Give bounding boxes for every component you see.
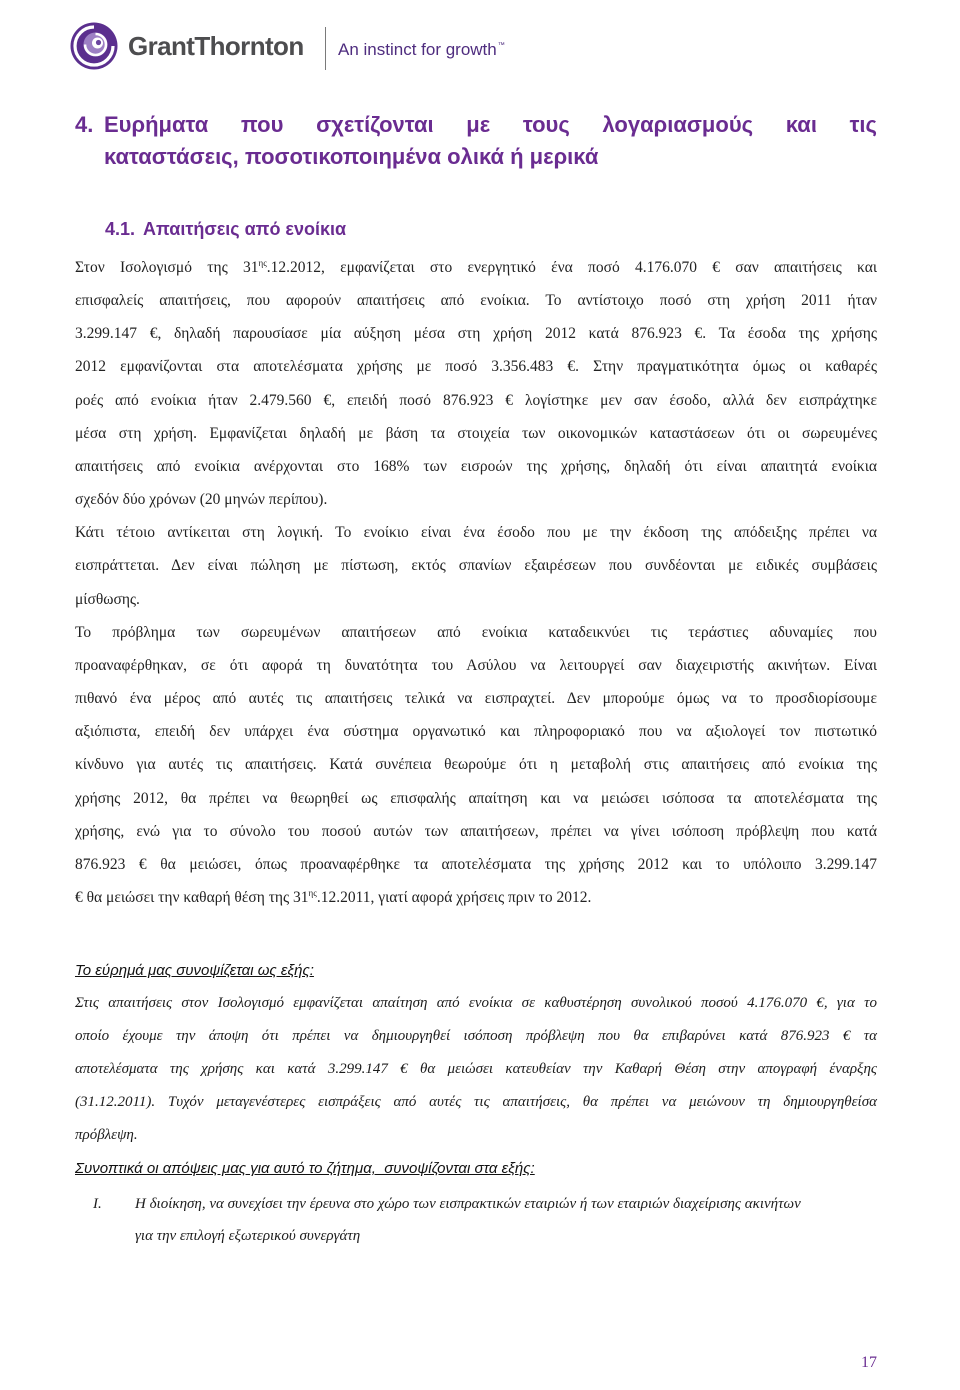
body-line: μίσθωσης.: [75, 590, 140, 608]
body-line: χρήσης 2012, θα πρέπει να θεωρηθεί ως επισφαλής απαίτηση και να μειώσει ισόποσα τα αποτελέσματα της: [75, 789, 877, 807]
body-line: αξιόπιστα, επειδή δεν υπάρχει ένα σύστημα οργανωτικό και πληροφοριακό που να αξιολογεί τον πιστωτικό: [75, 723, 877, 741]
subsection-title: Απαιτήσεις από ενοίκια: [143, 219, 347, 239]
brand-name: GrantThornton: [128, 31, 304, 61]
finding-heading: Το εύρημά μας συνοψίζεται ως εξής:: [75, 962, 314, 979]
paragraph-1: [75, 251, 877, 516]
body-line: 2012 εμφανίζονται στα αποτελέσματα χρήσης με ποσό 3.356.483 €. Στην πραγματικότητα όμως οι καθαρές: [75, 358, 877, 376]
tagline: [338, 39, 505, 61]
trademark-mark: ™: [497, 42, 505, 49]
finding-line: αποτελέσματα της χρήσης και κατά 3.299.147 € θα μειώσει κατευθείαν την Καθαρή Θέση στην απογραφή έναρξης: [75, 1061, 877, 1077]
list-item: [75, 1188, 877, 1252]
text-segment: € θα μειώσει την καθαρή θέση της 31: [75, 888, 309, 906]
list-item-line: για την επιλογή εξωτερικού συνεργάτη: [135, 1228, 361, 1244]
grant-thornton-logo-icon: [70, 22, 118, 70]
body-line: μέσα στη χρήση. Εμφανίζεται δηλαδή με βάση τα στοιχεία των οικονομικών καταστάσεων ότι οι σωρευμένες: [75, 424, 877, 442]
tagline-text: An instinct for growth: [338, 40, 497, 59]
text-segment: .12.2012, εμφανίζεται στο ενεργητικό ένα ποσό 4.176.070 € σαν απαιτήσεις και: [266, 259, 878, 276]
paragraph-2: [75, 516, 877, 615]
finding-line: (31.12.2011). Τυχόν μεταγενέστερες εισπράξεις από αυτές τις απαιτήσεις, θα πρέπει να μειώνουν τη δημιουργηθείσα: [75, 1094, 877, 1110]
body-line: χρήσης, ενώ για το σύνολο του ποσού αυτών των απαιτήσεων, πρέπει να γίνει ισόποση πρόβλεψη που κατά: [75, 822, 877, 840]
opinions-list: [75, 1188, 877, 1252]
finding-summary: [75, 954, 877, 1185]
header-divider: [325, 27, 326, 70]
list-marker: I.: [93, 1196, 102, 1212]
body-line: [75, 881, 877, 914]
finding-line: Στις απαιτήσεις στον Ισολογισμό εμφανίζεται απαίτηση από ενοίκια σε καθυστέρηση συνολικού ποσού 4.176.070 €, για το: [75, 995, 877, 1011]
subsection-heading: [105, 214, 346, 244]
finding-line: οποίο έχουμε την άποψη ότι πρέπει να δημιουργηθεί ισόποση πρόβλεψη που θα επιβαρύνει κατά 876.923 € τα: [75, 1028, 877, 1044]
list-item-text: [135, 1188, 877, 1252]
body-line: εισπράττεται. Δεν είναι πώληση με πίστωση, εκτός σπανίων εξαιρέσεων που συνδέονται με ειδικές συμβάσεις: [75, 557, 877, 575]
subsection-number: 4.1.: [105, 219, 136, 239]
list-item-line: Η διοίκηση, να συνεχίσει την έρευνα στο χώρο των εισπρακτικών εταιριών ή των εταιριών διαχείρισης ακινήτων: [135, 1196, 801, 1212]
page-number: 17: [861, 1354, 877, 1371]
ordinal-suffix: ης: [258, 258, 267, 268]
body-line: επισφαλείς απαιτήσεις, που αφορούν απαιτήσεις από ενοίκια. Το αντίστοιχο ποσό στη χρήση 2011 ήταν: [75, 292, 877, 310]
section-number: 4.: [75, 112, 94, 137]
section-heading: [75, 109, 877, 173]
body-line: Κάτι τέτοιο αντίκειται στη λογική. Το ενοίκιο είναι ένα έσοδο που με την έκδοση της απόδειξης πρέπει να: [75, 524, 877, 542]
finding-line: πρόβλεψη.: [75, 1127, 138, 1143]
body-line: [75, 251, 877, 284]
body-line: 876.923 € θα μειώσει, όπως προαναφέρθηκε τα αποτελέσματα της χρήσης 2012 και το υπόλοιπο 3.299.147: [75, 855, 877, 873]
opinions-heading: Συνοπτικά οι απόψεις μας για αυτό το ζήτημα, συνοψίζονται στα εξής:: [75, 1160, 535, 1177]
body-line: πιθανό ένα μέρος από αυτές τις απαιτήσεις τελικά να εισπραχτεί. Δεν μπορούμε όμως να το προσδιορίσουμε: [75, 690, 877, 708]
text-segment: .12.2011, γιατί αφορά χρήσεις πριν το 2012.: [316, 888, 592, 906]
text-segment: Στον Ισολογισμό της 31: [75, 259, 259, 276]
body-line: Το πρόβλημα των σωρευμένων απαιτήσεων από ενοίκια καταδεικνύει τις τεράστιες αδυναμίες που: [75, 623, 877, 641]
body-line: 3.299.147 €, δηλαδή παρουσίασε μία αύξηση μέσα στη χρήση 2012 κατά 876.923 €. Τα έσοδα της χρήσης: [75, 325, 877, 343]
paragraph-3: [75, 616, 877, 914]
body-text: [75, 251, 877, 914]
ordinal-suffix: ης: [308, 887, 317, 898]
body-line: προαναφέρθηκαν, σε ότι αφορά τη δυνατότητα του Ασύλου να λειτουργεί σαν διαχειριστής ακινήτων. Είναι: [75, 656, 877, 674]
section-title-line: καταστάσεις, ποσοτικοποιημένα ολικά ή μερικά: [104, 144, 599, 169]
body-line: σχεδόν δύο χρόνων (20 μηνών περίπου).: [75, 491, 328, 509]
body-line: απαιτήσεις από ενοίκια ανέρχονται στο 168% των εισροών της χρήσης, δηλαδή ότι είναι απαιτητά ενοίκια: [75, 457, 877, 475]
section-title-line: Ευρήματα που σχετίζονται με τους λογαριασμούς και τις: [104, 112, 877, 137]
section-title: [104, 109, 877, 173]
body-line: ροές από ενοίκια ήταν 2.479.560 €, επειδή ποσό 876.923 € λογίστηκε μεν σαν έσοδο, αλλά δεν εισπράχτηκε: [75, 391, 877, 409]
body-line: κίνδυνο για αυτές τις απαιτήσεις. Κατά συνέπεια θεωρούμε ότι η μεταβολή στις απαιτήσεις από ενοίκια της: [75, 756, 877, 774]
